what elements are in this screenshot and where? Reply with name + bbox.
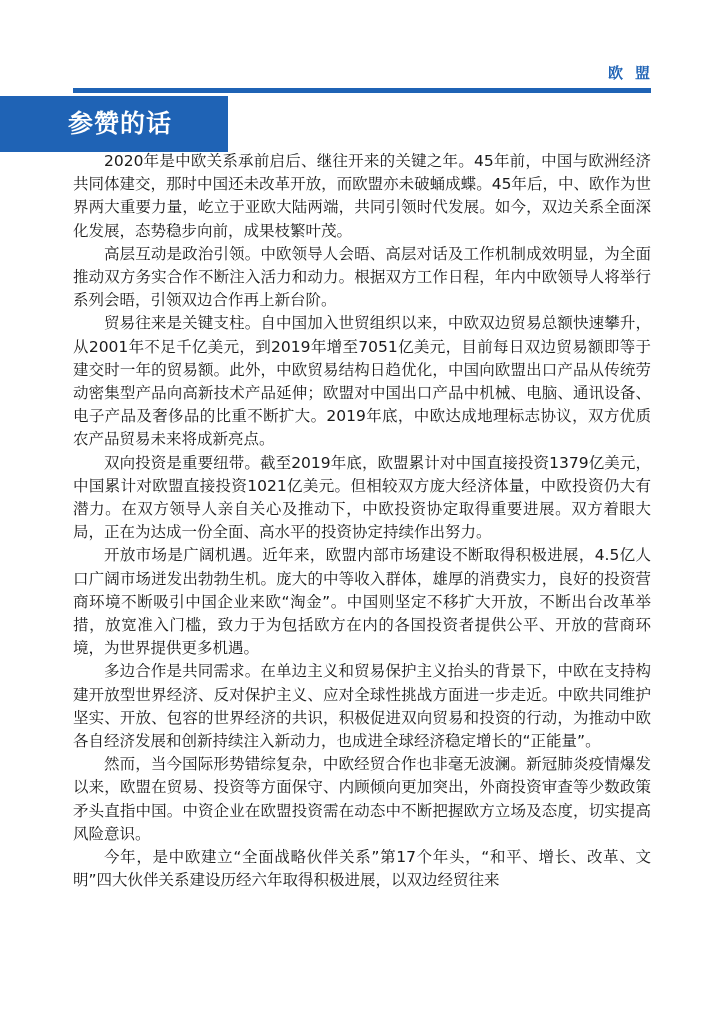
page-title: 参赞的话 (68, 109, 173, 138)
paragraph: 多边合作是共同需求。在单边主义和贸易保护主义抬头的背景下，中欧在支持构建开放型世界经济、反对保护主义、应对全球性挑战方面进一步走近。中欧共同维护坚实、开放、包容的世界经济的共识，积极促进双向贸易和投资的行动，为推动中欧各自经济发展和创新持续注入新动力，也成进全球经济稳定增长的“正能量”。 (73, 662, 651, 751)
header-rule (73, 88, 651, 93)
section-label: 欧盟 (607, 64, 662, 82)
paragraph: 然而，当今国际形势错综复杂，中欧经贸合作也非毫无波澜。新冠肺炎疫情爆发以来，欧盟在贸易、投资等方面保守、内顾倾向更加突出，外商投资审查等少数政策矛头直指中国。中资企业在欧盟投资需在动态中不断把握欧方立场及态度，切实提高风险意识。 (73, 755, 651, 843)
paragraph: 高层互动是政治引领。中欧领导人会晤、高层对话及工作机制成效明显，为全面推动双方务实合作不断注入活力和动力。根据双方工作日程，年内中欧领导人将举行系列会晤，引领双边合作再上新台阶。 (73, 244, 651, 310)
paragraph: 双向投资是重要纽带。截至2019年底，欧盟累计对中国直接投资1379亿美元，中国累计对欧盟直接投资1021亿美元。但相较双方庞大经济体量，中欧投资仍大有潜力。在双方领导人亲自关心及推动下，中欧投资协定取得重要进展。双方着眼大局，正在为达成一份全面、高水平的投资协定持续作出努力。 (73, 453, 651, 542)
article-body (73, 150, 651, 893)
paragraph: 2020年是中欧关系承前启后、继往开来的关键之年。45年前，中国与欧洲经济共同体建交，那时中国还未改革开放，而欧盟亦未破蛹成蝶。45年后，中、欧作为世界两大重要力量，屹立于亚欧大陆两端，共同引领时代发展。如今，双边关系全面深化发展，态势稳步向前，成果枝繁叶茂。 (73, 152, 651, 240)
paragraph: 今年，是中欧建立“全面战略伙伴关系”第17个年头，“和平、增长、改革、文明”四大伙伴关系建设历经六年取得积极进展，以双边经贸往来 (73, 848, 651, 890)
paragraph: 贸易往来是关键支柱。自中国加入世贸组织以来，中欧双边贸易总额快速攀升，从2001年不足千亿美元，到2019年增至7051亿美元，目前每日双边贸易额即等于建交时一年的贸易额。此外，中欧贸易结构日趋优化，中国向欧盟出口产品从传统劳动密集型产品向高新技术产品延伸；欧盟对中国出口产品中机械、电脑、通讯设备、电子产品及奢侈品的比重不断扩大。2019年底，中欧达成地理标志协议，双方优质农产品贸易未来将成新亮点。 (73, 314, 651, 449)
paragraph: 开放市场是广阔机遇。近年来，欧盟内部市场建设不断取得积极进展，4.5亿人口广阔市场迸发出勃勃生机。庞大的中等收入群体，雄厚的消费实力，良好的投资营商环境不断吸引中国企业来欧“淘金”。中国则坚定不移扩大开放，不断出台改革举措，放宽准入门槛，致力于为包括欧方在内的各国投资者提供公平、开放的营商环境，为世界提供更多机遇。 (73, 546, 651, 658)
